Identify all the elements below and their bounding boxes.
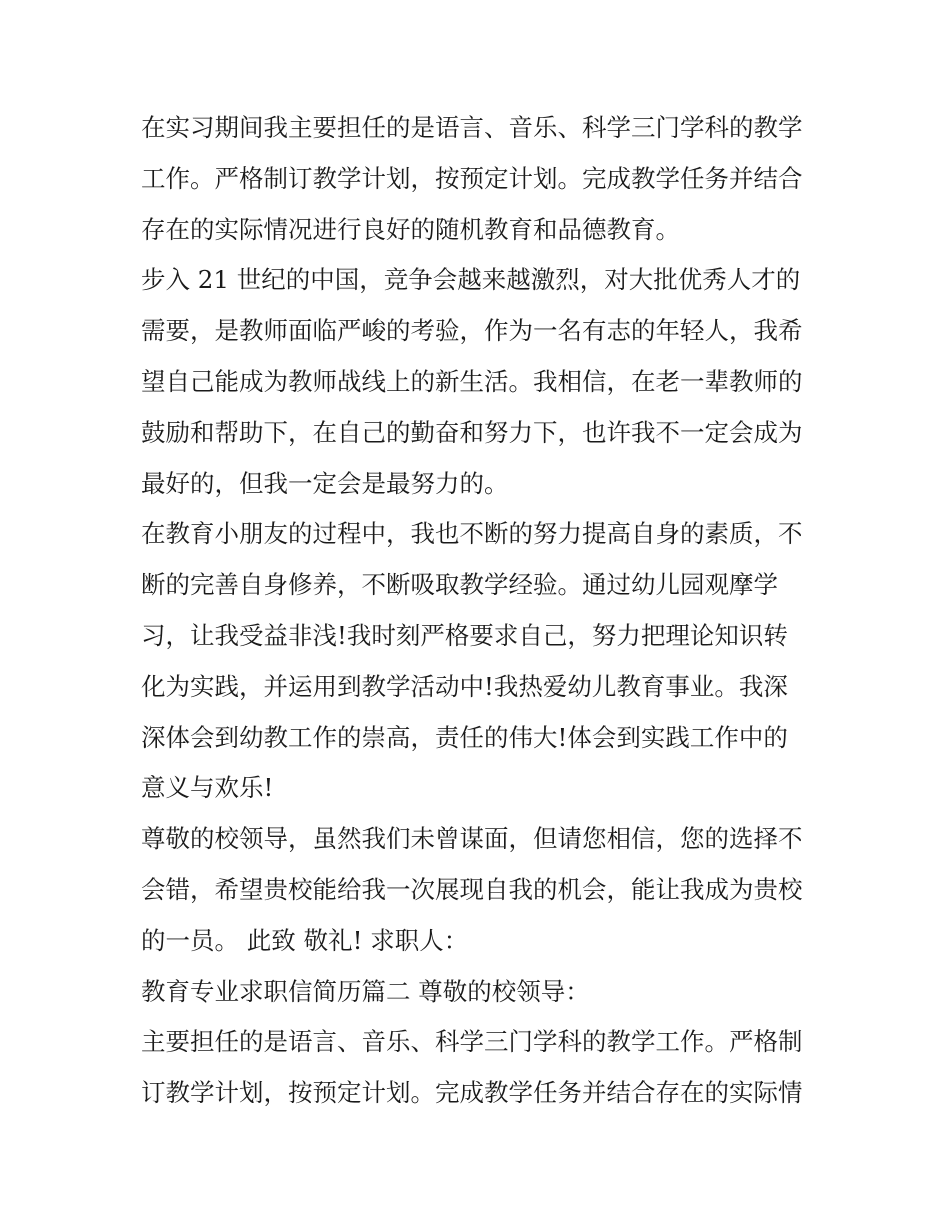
text-line: 工作。严格制订教学计划，按预定计划。完成教学任务并结合 [141,163,803,193]
text-line: 教育专业求职信简历篇二 尊敬的校领导： [141,976,590,1006]
paragraph-internship-duties [141,103,816,255]
document-body [141,103,816,1119]
text-line: 订教学计划，按预定计划。完成教学任务并结合存在的实际情 [141,1078,803,1108]
text-line: 在实习期间我主要担任的是语言、音乐、科学三门学科的教学 [141,113,803,142]
text-line: 需要，是教师面临严峻的考验，作为一名有志的年轻人，我希 [141,316,803,346]
text-line: 深体会到幼教工作的崇高，责任的伟大!体会到实践工作中的 [141,722,788,752]
paragraph-self-improvement [141,509,816,814]
paragraph-closing [141,814,816,966]
text-line: 化为实践，并运用到教学活动中!我热爱幼儿教育事业。我深 [141,671,788,701]
text-line: 步入 21 世纪的中国，竞争会越来越激烈，对大批优秀人才的 [141,265,801,295]
text-line: 主要担任的是语言、音乐、科学三门学科的教学工作。严格制 [141,1027,803,1057]
paragraph-part-two-duties [141,1017,816,1119]
text-line: 的一员。 此致 敬礼! 求职人： [141,925,469,955]
text-line: 望自己能成为教师战线上的新生活。我相信，在老一辈教师的 [141,366,803,396]
text-line: 存在的实际情况进行良好的随机教育和品德教育。 [141,214,680,244]
text-line: 尊敬的校领导，虽然我们未曾谋面，但请您相信，您的选择不 [141,824,803,854]
text-line: 最好的，但我一定会是最努力的。 [141,468,509,498]
text-line: 在教育小朋友的过程中，我也不断的努力提高自身的素质，不 [141,519,803,549]
section-heading-part-two [141,967,816,1018]
paragraph-aspiration [141,255,816,509]
text-line: 会错，希望贵校能给我一次展现自我的机会，能让我成为贵校 [141,874,803,904]
text-line: 习，让我受益非浅!我时刻严格要求自己，努力把理论知识转 [141,620,788,650]
text-line: 鼓励和帮助下，在自己的勤奋和努力下，也许我不一定会成为 [141,417,803,447]
text-line: 断的完善自身修养，不断吸取教学经验。通过幼儿园观摩学 [141,570,778,600]
text-line: 意义与欢乐! [141,773,274,803]
